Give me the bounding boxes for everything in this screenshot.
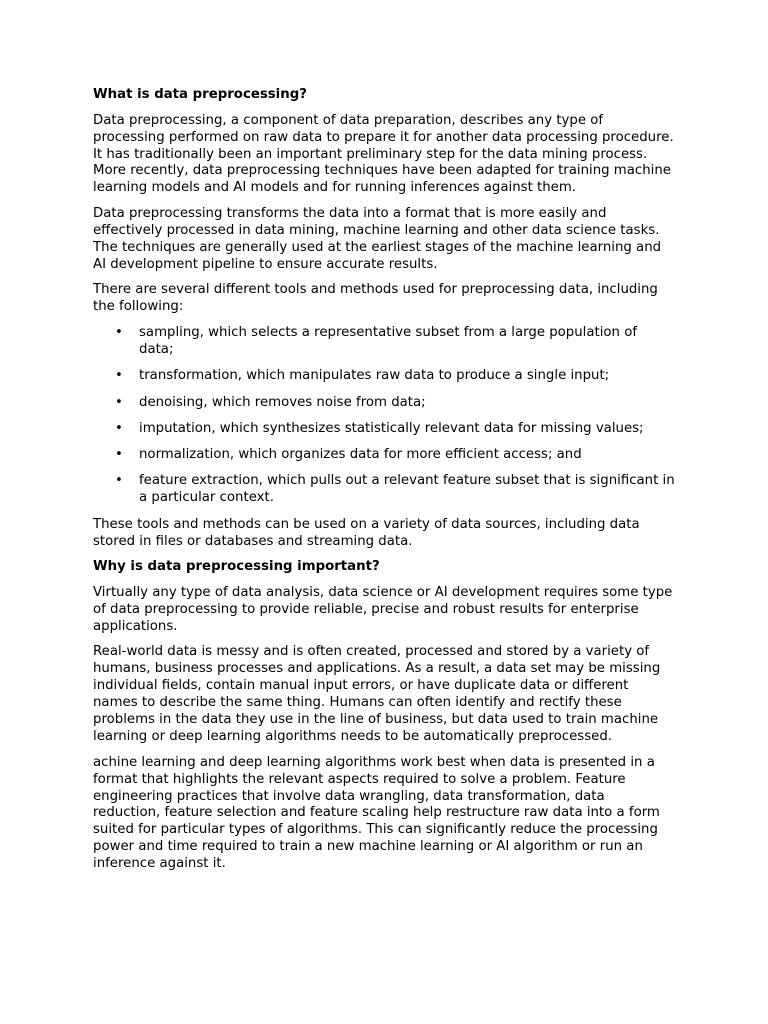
paragraph-tools-intro: There are several different tools and methods used for preprocessing data, including the following: [93,282,658,315]
list-item-text: sampling, which selects a representative subset from a large population of data; [139,325,638,357]
paragraph-real-world-data: Real-world data is messy and is often created, processed and stored by a variety of humans, business processes and applications. As a result, a data set may be missing individual fields, contain manual input errors, or have duplicate data or different names to describe the same thing. Humans can often identify and rectify these problems in the data they use in the line of business, but data used to train machine learning or deep learning algorithms needs to be automatically preprocessed. [93,644,661,745]
bullet-icon: • [115,420,123,436]
paragraph-virtually-any: Virtually any type of data analysis, data science or AI development requires some type of data preprocessing to provide reliable, precise and robust results for enterprise applications. [93,584,673,634]
list-item-text: normalization, which organizes data for more efficient access; and [139,447,582,463]
list-item-text: transformation, which manipulates raw data to produce a single input; [139,368,610,384]
list-item-normalization [93,447,675,464]
bullet-icon: • [115,473,123,489]
list-item-text: denoising, which removes noise from data; [139,394,426,410]
paragraph-definition: Data preprocessing, a component of data preparation, describes any type of processing performed on raw data to prepare it for another data processing procedure. It has traditionally been an important preliminary step for the data mining process. More recently, data preprocessing techniques have been adapted for training machine learning models and AI models and for running inferences against them. [93,112,674,196]
list-item-text: imputation, which synthesizes statistically relevant data for missing values; [139,420,644,436]
heading-why-important: Why is data preprocessing important? [93,559,380,575]
bullet-icon: • [115,368,123,384]
bullet-icon: • [115,394,123,410]
heading-what-is-data-preprocessing: What is data preprocessing? [93,87,307,102]
list-item-denoising [93,395,675,412]
paragraph-data-sources: These tools and methods can be used on a variety of data sources, including data stored in files or databases and streaming data. [93,516,640,549]
paragraph-machine-learning: achine learning and deep learning algorithms work best when data is presented in a format that highlights the relevant aspects required to solve a problem. Feature engineering practices that involve data wrangling, data transformation, data reduction, feature selection and feature scaling help restructure raw data into a form suited for particular types of algorithms. This can significantly reduce the processing power and time required to train a new machine learning or AI algorithm or run an inference against it. [93,754,660,872]
list-item-transformation [93,368,675,385]
tools-list [93,325,675,507]
list-item-imputation [93,421,675,438]
document-page [93,87,675,882]
paragraph-transforms: Data preprocessing transforms the data into a format that is more easily and effectively processed in data mining, machine learning and other data science tasks. The techniques are generally used at the earliest stages of the machine learning and AI development pipeline to ensure accurate results. [93,206,662,272]
list-item-feature-extraction [93,473,675,507]
bullet-icon: • [115,325,123,341]
list-item-sampling [93,325,675,359]
list-item-text: feature extraction, which pulls out a relevant feature subset that is significant in a particular context. [139,473,675,506]
bullet-icon: • [115,447,123,463]
